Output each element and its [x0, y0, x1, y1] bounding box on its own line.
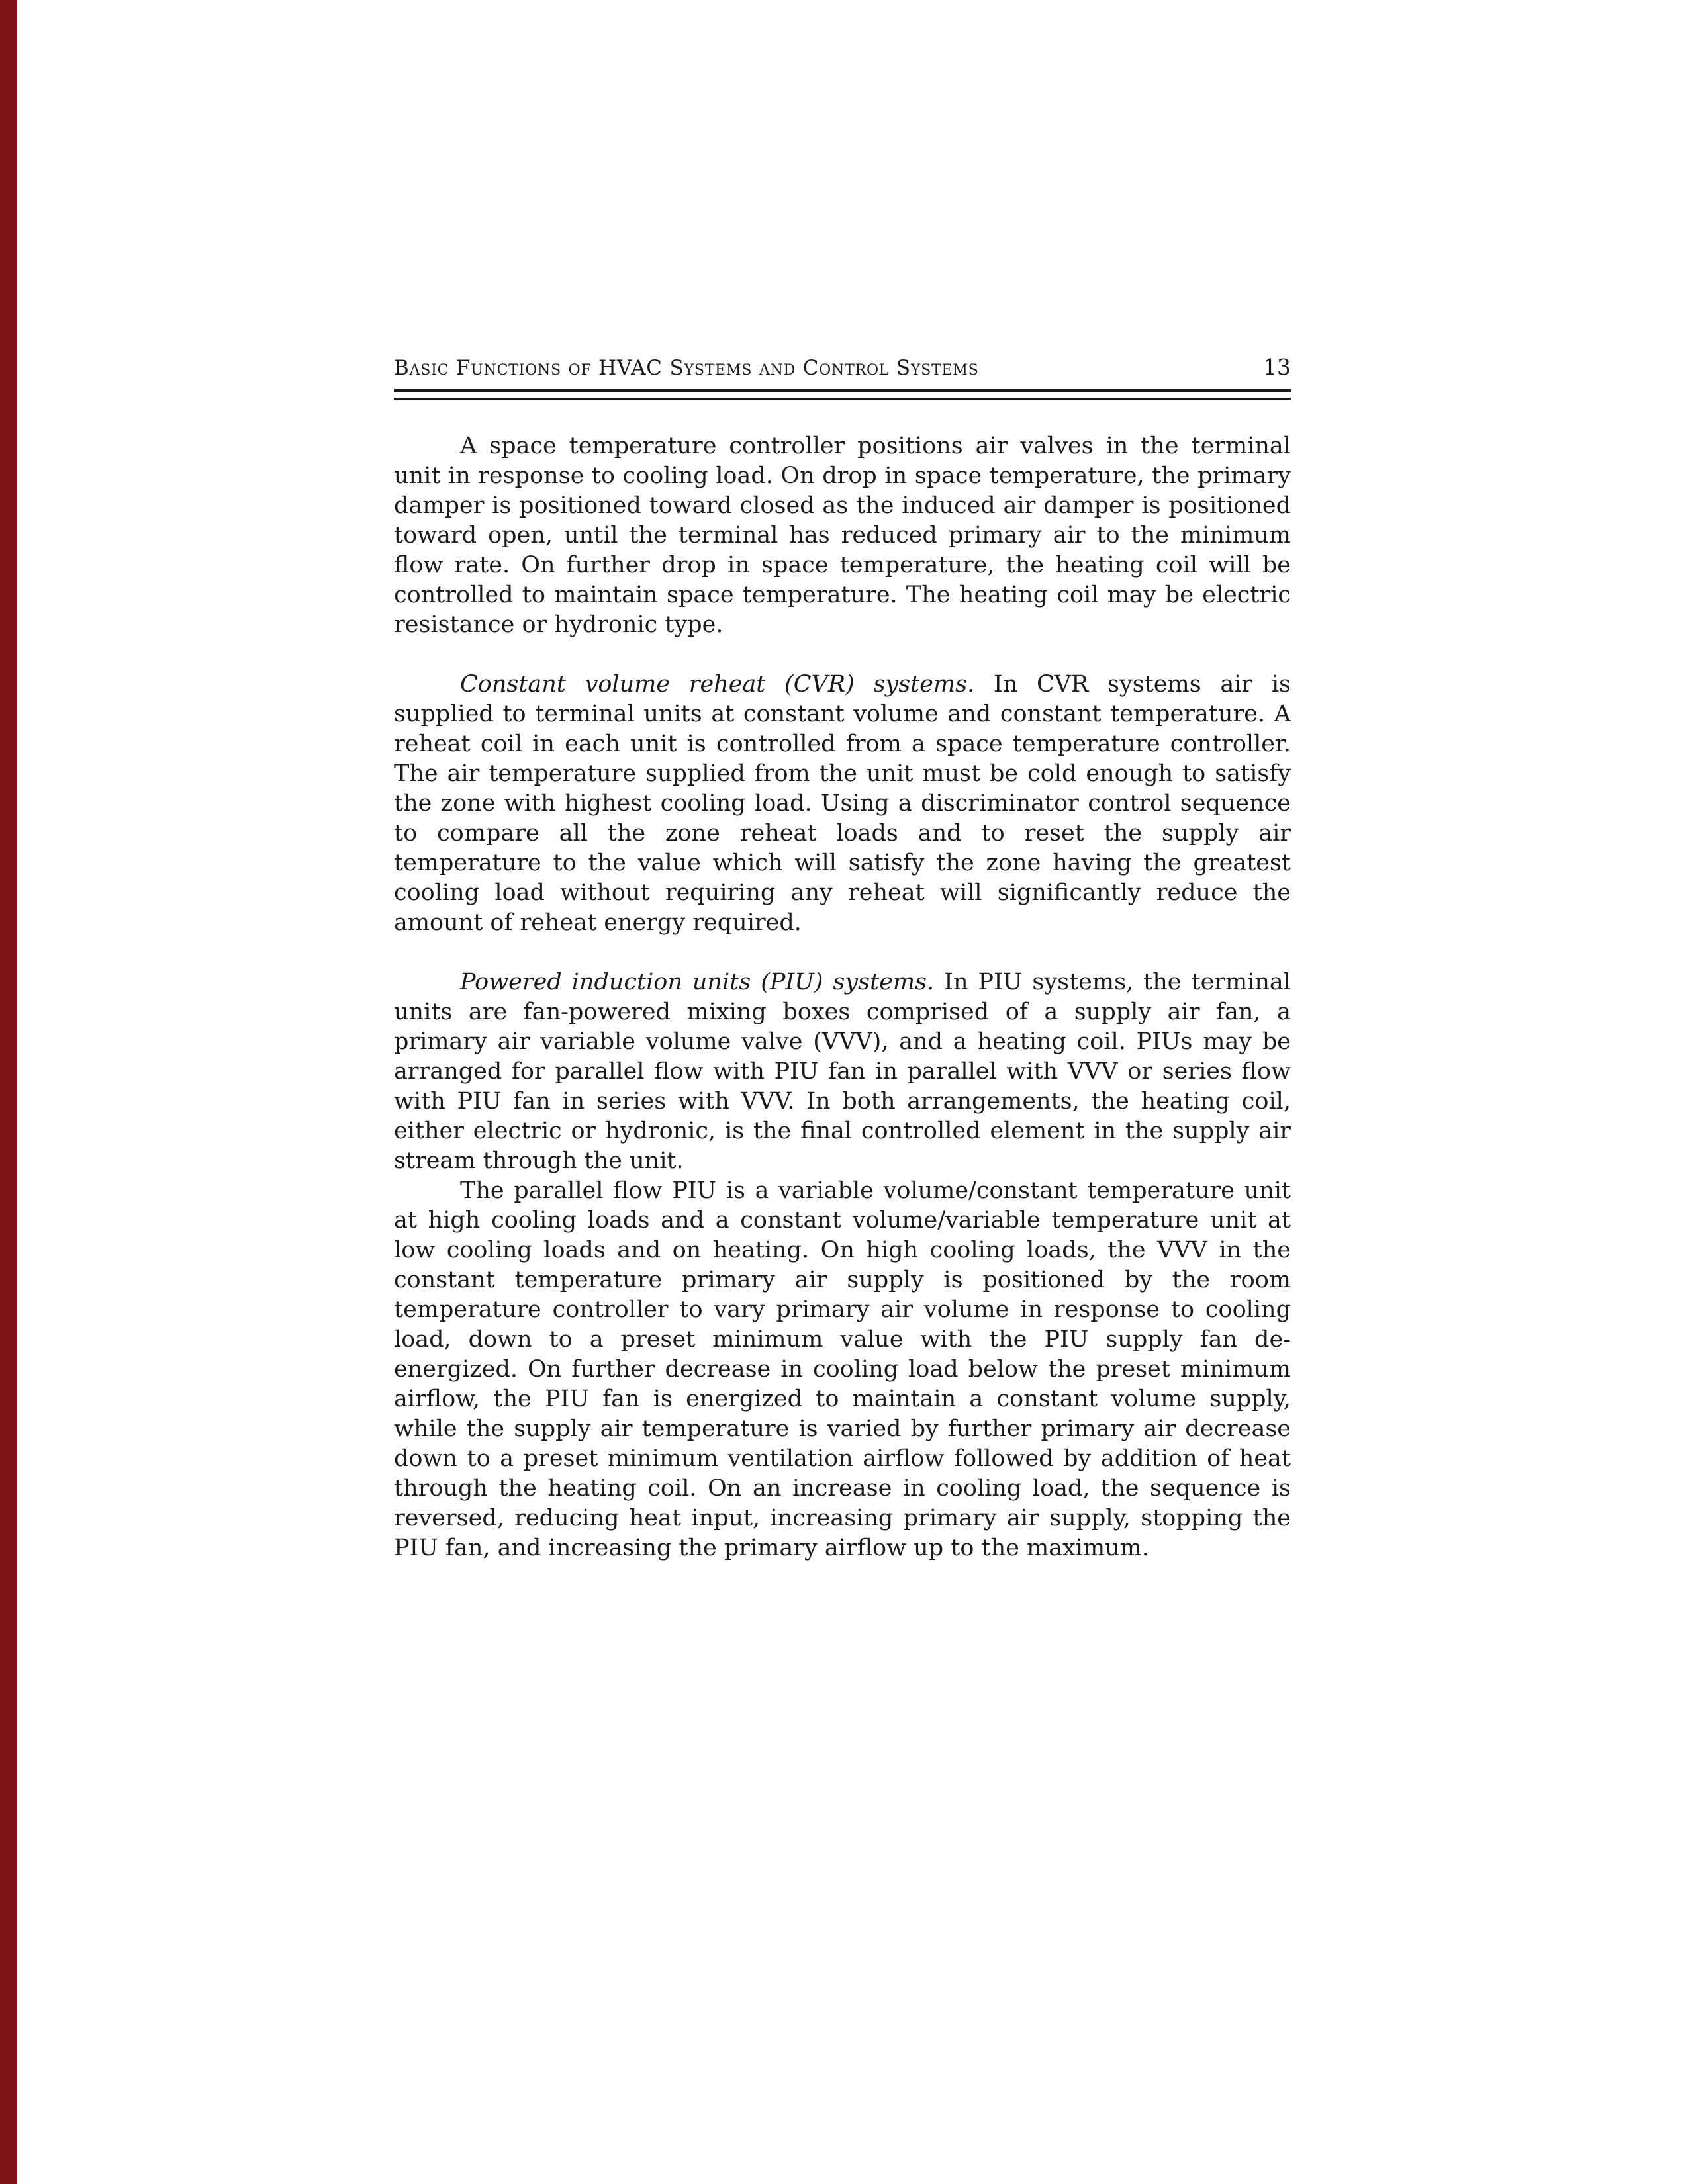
page-content	[394, 354, 1291, 1563]
page-number: 13	[1263, 354, 1291, 380]
body-text	[394, 432, 1291, 1563]
book-spine-strip	[0, 0, 17, 2184]
running-head-title: Basic Functions of HVAC Systems and Control Systems	[394, 356, 979, 380]
paragraph-piu-systems	[394, 968, 1291, 1176]
paragraph-text: In PIU systems, the terminal units are fan-powered mixing boxes comprised of a supply air fan, a primary air variable volume valve (VVV), and a heating coil. PIUs may be arranged for parallel flow with PIU fan in parallel with VVV or series flow with PIU fan in series with VVV. In both arrangements, the heating coil, either electric or hydronic, is the final controlled element in the supply air stream through the unit.	[394, 969, 1291, 1174]
paragraph-cvr-systems	[394, 670, 1291, 938]
paragraph-text: In CVR systems air is supplied to terminal units at constant volume and constant temperature. A reheat coil in each unit is controlled from a space temperature controller. The air temperature supplied from the unit must be cold enough to satisfy the zone with highest cooling load. Using a discriminator control sequence to compare all the zone reheat loads and to reset the supply air temperature to the value which will satisfy the zone having the greatest cooling load without requiring any reheat will significantly reduce the amount of reheat energy required.	[394, 671, 1291, 936]
running-head	[394, 354, 1291, 380]
paragraph-lead-italic: Constant volume reheat (CVR) systems.	[460, 671, 975, 698]
header-double-rule	[394, 389, 1291, 400]
paragraph-text: A space temperature controller positions air valves in the terminal unit in response to cooling load. On drop in space temperature, the primary damper is positioned toward closed as the induced air damper is positioned toward open, until the terminal has reduced primary air to the minimum flow rate. On further drop in space temperature, the heating coil will be controlled to maintain space temperature. The heating coil may be electric resistance or hydronic type.	[394, 433, 1291, 638]
paragraph-text: The parallel flow PIU is a variable volume/constant temperature unit at high cooling loads and a constant volume/variable temperature unit at low cooling loads and on heating. On high cooling loads, the VVV in the constant temperature primary air supply is positioned by the room temperature controller to vary primary air volume in response to cooling load, down to a preset minimum value with the PIU supply fan de-energized. On further decrease in cooling load below the preset minimum airflow, the PIU fan is energized to maintain a constant volume supply, while the supply air temperature is varied by further primary air decrease down to a preset minimum ventilation airflow followed by addition of heat through the heating coil. On an increase in cooling load, the sequence is reversed, reducing heat input, increasing primary air supply, stopping the PIU fan, and increasing the primary airflow up to the maximum.	[394, 1177, 1291, 1561]
paragraph-lead-italic: Powered induction units (PIU) systems.	[460, 969, 935, 995]
paragraph-vav-terminal	[394, 432, 1291, 640]
paragraph-parallel-flow-piu	[394, 1176, 1291, 1563]
